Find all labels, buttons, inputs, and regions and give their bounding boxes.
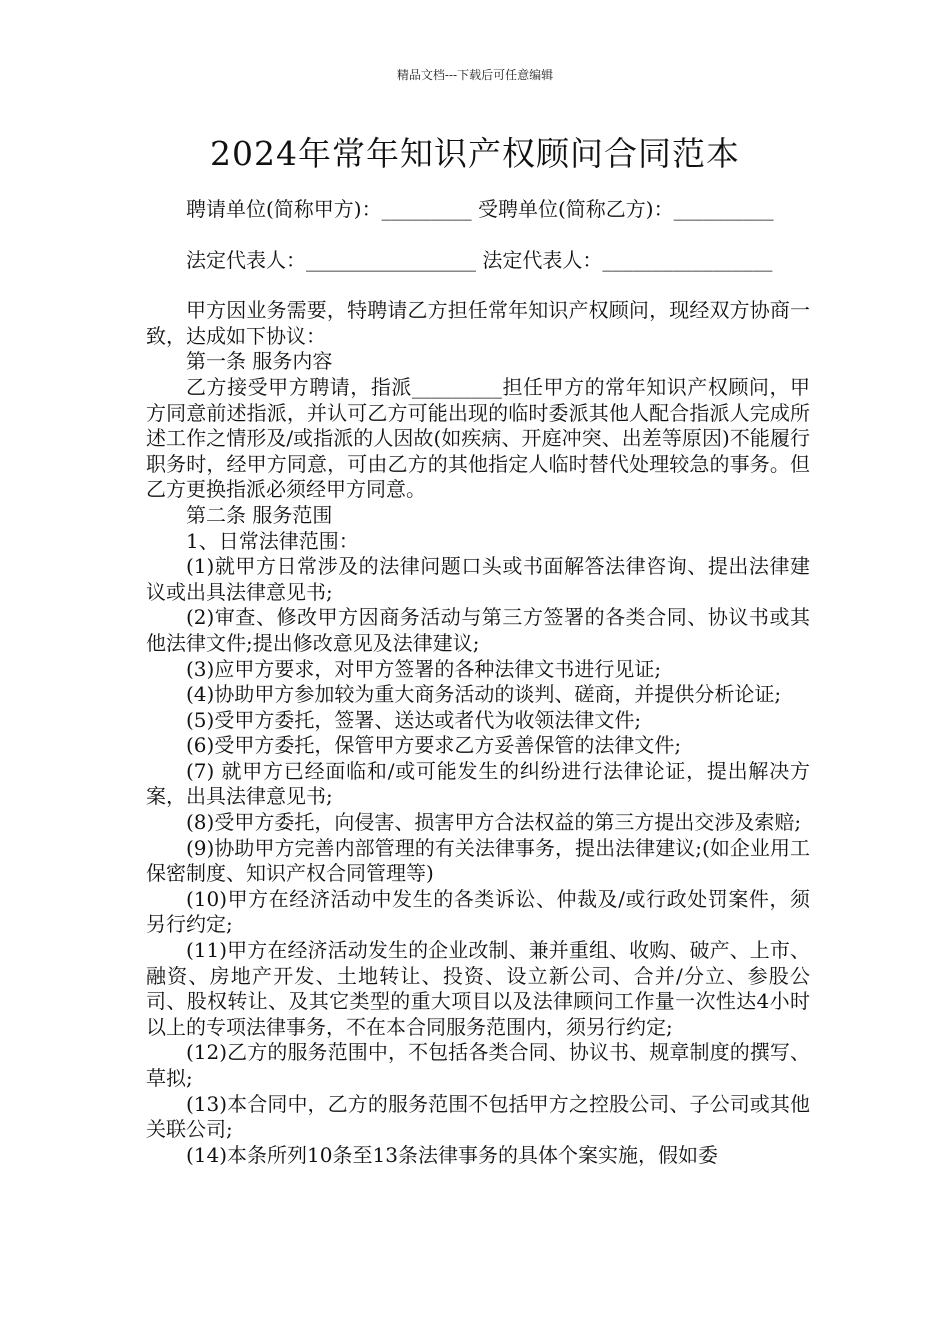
party-line: 聘请单位(简称甲方)：_________ 受聘单位(简称乙方)：__________ bbox=[186, 197, 774, 221]
list-item: (12)乙方的服务范围中，不包括各类合同、协议书、规章制度的撰写、草拟; bbox=[146, 1040, 810, 1090]
list-item: (2)审查、修改甲方因商务活动与第三方签署的各类合同、协议书或其他法律文件;提出修改意见及法律建议; bbox=[146, 605, 810, 655]
list-item: (4)协助甲方参加较为重大商务活动的谈判、磋商，并提供分析论证; bbox=[186, 682, 782, 707]
paragraph: 乙方接受甲方聘请，指派_________担任甲方的常年知识产权顾问，甲方同意前述指派，并认可乙方可能出现的临时委派其他人配合指派人完成所述工作之情形及/或指派的人因故(如疾病、开庭冲突、出差等原因)不能履行职务时，经甲方同意，可由乙方的其他指定人临时替代处理较急的事务。但乙方更换指派必须经甲方同意。 bbox=[146, 374, 810, 502]
list-item: (13)本合同中，乙方的服务范围不包括甲方之控股公司、子公司或其他关联公司; bbox=[146, 1091, 810, 1142]
representative-line: 法定代表人：_________________ 法定代表人：_________________ bbox=[186, 247, 773, 272]
list-item: (9)协助甲方完善内部管理的有关法律事务，提出法律建议;(如企业用工保密制度、知识产权合同管理等) bbox=[146, 835, 810, 886]
list-item: (5)受甲方委托，签署、送达或者代为收领法律文件; bbox=[186, 707, 642, 732]
list-item: (6)受甲方委托，保管甲方要求乙方妥善保管的法律文件; bbox=[186, 733, 682, 758]
list-item: (7) 就甲方已经面临和/或可能发生的纠纷进行法律论证，提出解决方案，出具法律意见书; bbox=[146, 758, 810, 809]
list-item: (8)受甲方委托，向侵害、损害甲方合法权益的第三方提出交涉及索赔; bbox=[186, 810, 802, 835]
paragraph: 甲方因业务需要，特聘请乙方担任常年知识产权顾问，现经双方协商一致，达成如下协议： bbox=[146, 298, 810, 348]
article-heading: 第一条 服务内容 bbox=[186, 349, 333, 374]
section-heading: 1、日常法律范围： bbox=[186, 528, 359, 553]
list-item: (14)本条所列10条至13条法律事务的具体个案实施，假如委 bbox=[186, 1142, 718, 1167]
spacer bbox=[146, 273, 810, 298]
document-body bbox=[146, 197, 810, 1168]
list-item: (11)甲方在经济活动发生的企业改制、兼并重组、收购、破产、上市、融资、房地产开发、土地转让、投资、设立新公司、合并/分立、参股公司、股权转让、及其它类型的重大项目以及法律顾问工作量一次性达4小时以上的专项法律事务，不在本合同服务范围内，须另行约定; bbox=[146, 938, 810, 1039]
page-header: 精品文档---下载后可任意编辑 bbox=[396, 68, 554, 82]
list-item: (1)就甲方日常涉及的法律问题口头或书面解答法律咨询、提出法律建议或出具法律意见书; bbox=[146, 554, 810, 604]
spacer bbox=[146, 223, 810, 248]
list-item: (3)应甲方要求，对甲方签署的各种法律文书进行见证; bbox=[186, 656, 662, 681]
list-item: (10)甲方在经济活动中发生的各类诉讼、仲裁及/或行政处罚案件，须另行约定; bbox=[146, 886, 810, 937]
article-heading: 第二条 服务范围 bbox=[186, 502, 333, 527]
document-title: 2024年常年知识产权顾问合同范本 bbox=[210, 134, 740, 173]
